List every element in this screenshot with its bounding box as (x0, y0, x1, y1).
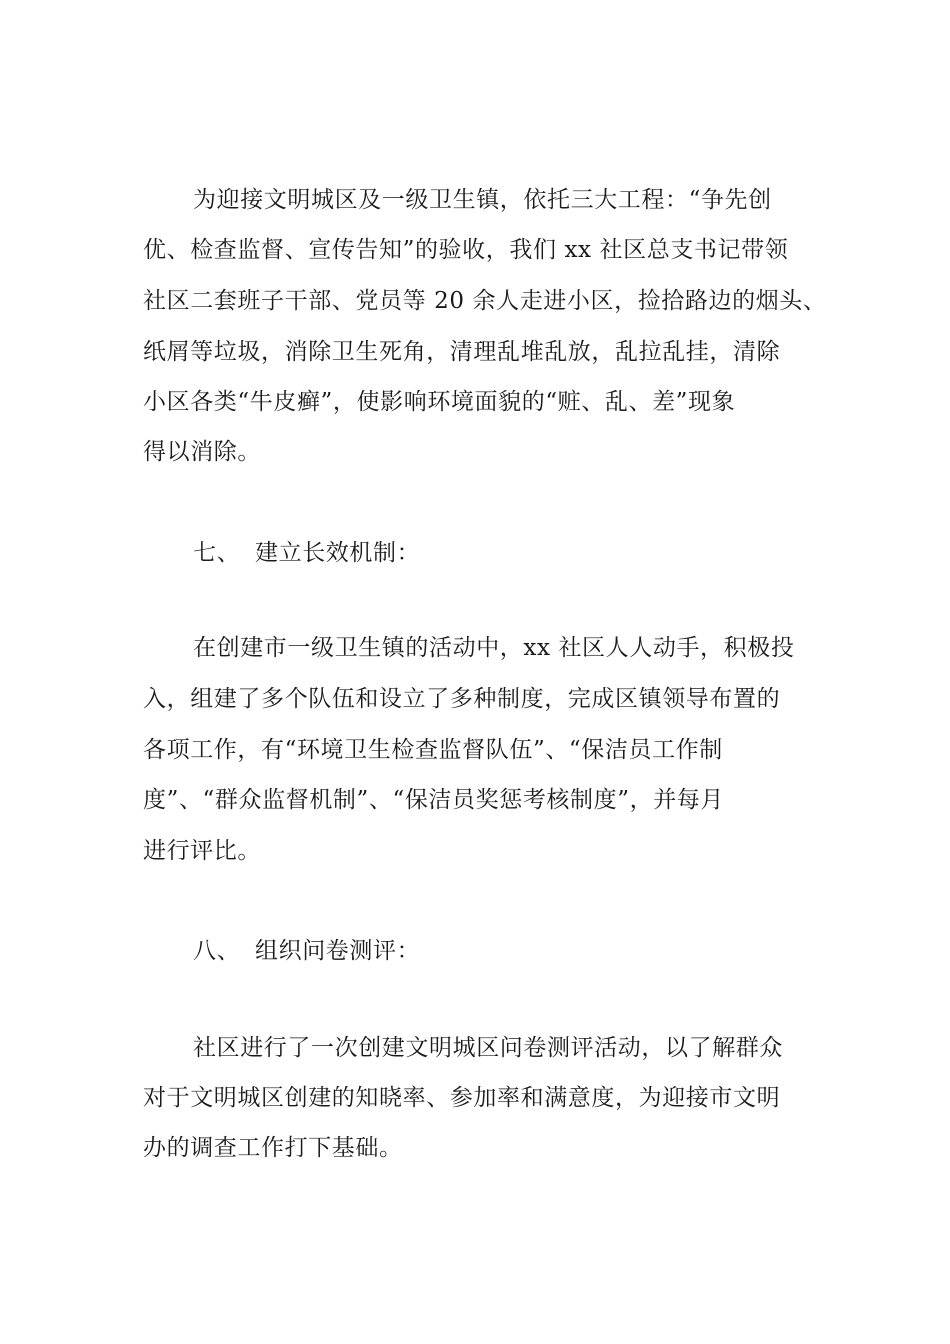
paragraph-line: 社区进行了一次创建文明城区问卷测评活动，以了解群众 (193, 1035, 783, 1061)
section-number: 八、 (193, 938, 241, 964)
paragraph-line: 为迎接文明城区及一级卫生镇，依托三大工程：“争先创 (193, 187, 772, 213)
paragraph-line: 办的调查工作打下基础。 (143, 1135, 403, 1161)
paragraph-line: 度”、“群众监督机制”、“保洁员奖惩考核制度”，并每月 (143, 787, 724, 813)
paragraph-line: 进行评比。 (143, 838, 261, 864)
paragraph-line: 在创建市一级卫生镇的活动中，xx 社区人人动手，积极投 (193, 635, 795, 661)
paragraph-line: 对于文明城区创建的知晓率、参加率和满意度，为迎接市文明 (143, 1085, 781, 1111)
paragraph-line: 入，组建了多个队伍和设立了多种制度，完成区镇领导布置的 (143, 686, 781, 712)
paragraph-line: 小区各类“牛皮癣”，使影响环境面貌的“赃、乱、差”现象 (143, 389, 736, 415)
section-heading-7 (193, 537, 420, 569)
section-title: 建立长效机制： (255, 540, 421, 566)
section-title: 组织问卷测评： (255, 938, 421, 964)
section-heading-8 (193, 935, 420, 967)
paragraph-line: 社区二套班子干部、党员等 20 余人走进小区，捡拾路边的烟头、 (143, 288, 827, 314)
section-number: 七、 (193, 540, 241, 566)
paragraph-line: 各项工作，有“环境卫生检查监督队伍”、“保洁员工作制 (143, 737, 723, 763)
paragraph-line: 纸屑等垃圾，消除卫生死角，清理乱堆乱放，乱拉乱挂，清除 (143, 339, 781, 365)
paragraph-line: 得以消除。 (143, 439, 261, 465)
paragraph-line: 优、检查监督、宣传告知”的验收，我们 xx 社区总支书记带领 (143, 237, 789, 263)
